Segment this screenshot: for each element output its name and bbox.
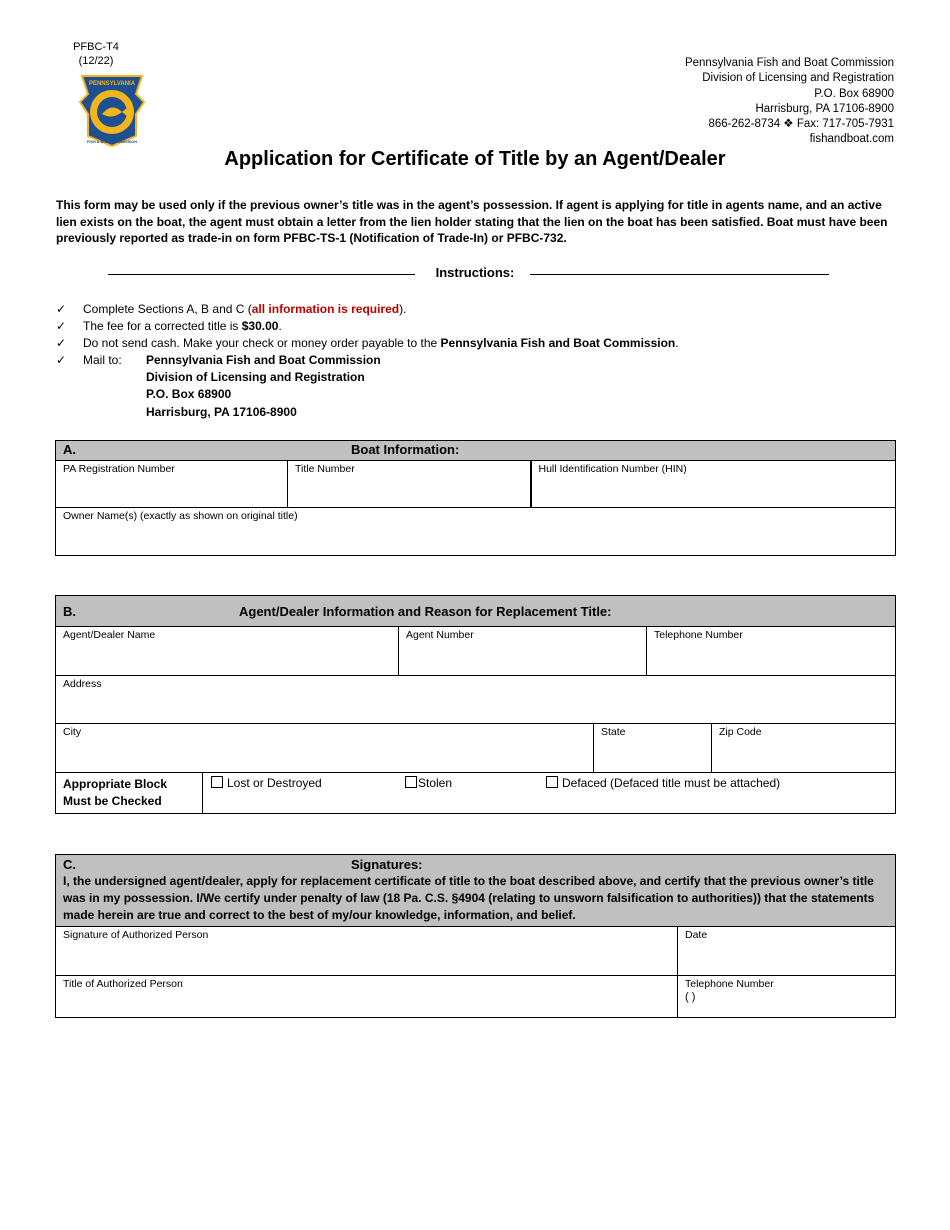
section-b-header: B. Agent/Dealer Information and Reason for Replacement Title:	[56, 596, 896, 627]
state-field[interactable]: State	[594, 724, 712, 773]
form-id: PFBC-T4	[73, 41, 119, 53]
title-of-authorized-person-field[interactable]: Title of Authorized Person	[56, 976, 678, 1018]
list-item: ✓ Do not send cash. Make your check or money order payable to the Pennsylvania Fish and Boat Commission.	[56, 336, 679, 350]
owner-names-field[interactable]: Owner Name(s) (exactly as shown on original title)	[56, 508, 896, 556]
instructions-heading: Instructions:	[435, 265, 515, 280]
stolen-option[interactable]: Stolen	[405, 776, 452, 790]
defaced-option[interactable]: Defaced (Defaced title must be attached)	[546, 776, 780, 790]
checkbox-icon[interactable]	[405, 776, 417, 788]
pfbc-seal-icon	[74, 72, 150, 148]
title-number-field[interactable]: Title Number	[288, 461, 531, 508]
agency-address: Pennsylvania Fish and Boat Commission Division of Licensing and Registration P.O. Box 68900 Harrisburg, PA 17106-8900 866-262-8734 ❖ Fax: 717-705-7931 fishandboat.com	[684, 57, 894, 146]
reason-options	[203, 773, 896, 814]
section-c-header: C. Signatures: I, the undersigned agent/dealer, apply for replacement certificate of title to the boat described above, and certify that the previous owner’s title was in my possession. I/We certify under penalty of law (18 Pa. C.S. §4904 (relating to unsworn falsification to authorities)) that the statements made herein are true and correct to the best of my/our knowledge, information, and belief.	[56, 855, 896, 927]
svg-text:FISH & BOAT COMMISSION: FISH & BOAT COMMISSION	[87, 140, 137, 144]
mail-address: Pennsylvania Fish and Boat Commission Division of Licensing and Registration P.O. Box 68900 Harrisburg, PA 17106-8900	[146, 353, 381, 419]
block-label: Appropriate Block Must be Checked	[56, 773, 203, 814]
date-field[interactable]: Date	[678, 927, 896, 976]
divider-right	[530, 274, 829, 275]
list-item: ✓ Mail to:	[56, 353, 122, 367]
agent-dealer-name-field[interactable]: Agent/Dealer Name	[56, 627, 399, 676]
agent-number-field[interactable]: Agent Number	[399, 627, 647, 676]
section-c-signatures	[55, 854, 896, 1018]
checkmark-icon: ✓	[56, 353, 67, 367]
list-item: ✓ The fee for a corrected title is $30.00.	[56, 319, 282, 333]
signature-field[interactable]: Signature of Authorized Person	[56, 927, 678, 976]
section-b-agent-information	[55, 595, 896, 814]
checkmark-icon: ✓	[56, 302, 67, 316]
svg-text:PENNSYLVANIA: PENNSYLVANIA	[88, 81, 136, 87]
city-field[interactable]: City	[56, 724, 594, 773]
section-a-boat-information	[55, 440, 896, 556]
checkbox-icon[interactable]	[211, 776, 223, 788]
list-item: ✓ Complete Sections A, B and C (all information is required).	[56, 302, 407, 316]
checkbox-icon[interactable]	[546, 776, 558, 788]
pa-registration-number-field[interactable]: PA Registration Number	[56, 461, 288, 508]
signature-telephone-field[interactable]: Telephone Number ( )	[678, 976, 896, 1018]
telephone-number-field[interactable]: Telephone Number	[647, 627, 896, 676]
hin-field[interactable]: Hull Identification Number (HIN)	[531, 461, 896, 508]
address-field[interactable]: Address	[56, 676, 896, 724]
form-id-block	[60, 40, 132, 68]
form-date: (12/22)	[78, 55, 114, 67]
certification-statement: I, the undersigned agent/dealer, apply for replacement certificate of title to the boat described above, and certify that the previous owner’s title was in my possession. I/We certify under penalty of law (18 Pa. C.S. §4904 (relating to unsworn falsification to authorities)) that the statements made herein are true and correct to the best of my/our knowledge, information, and belief.	[63, 874, 875, 922]
divider-left	[108, 274, 415, 275]
page-title: Application for Certificate of Title by an Agent/Dealer	[224, 148, 726, 170]
section-a-header: A. Boat Information:	[56, 441, 896, 461]
checkmark-icon: ✓	[56, 336, 67, 350]
checkmark-icon: ✓	[56, 319, 67, 333]
zip-code-field[interactable]: Zip Code	[712, 724, 896, 773]
intro-text: This form may be used only if the previous owner’s title was in the agent’s possession. If agent is applying for title in agents name, and an active lien exists on the boat, the agent must obtain a letter from the lien holder stating that the lien on the boat has been satisfied. Boat must have been previously reported as trade-in on form PFBC-TS-1 (Notification of Trade-In) or PFBC-732.	[56, 198, 888, 245]
lost-or-destroyed-option[interactable]: Lost or Destroyed	[211, 776, 322, 790]
